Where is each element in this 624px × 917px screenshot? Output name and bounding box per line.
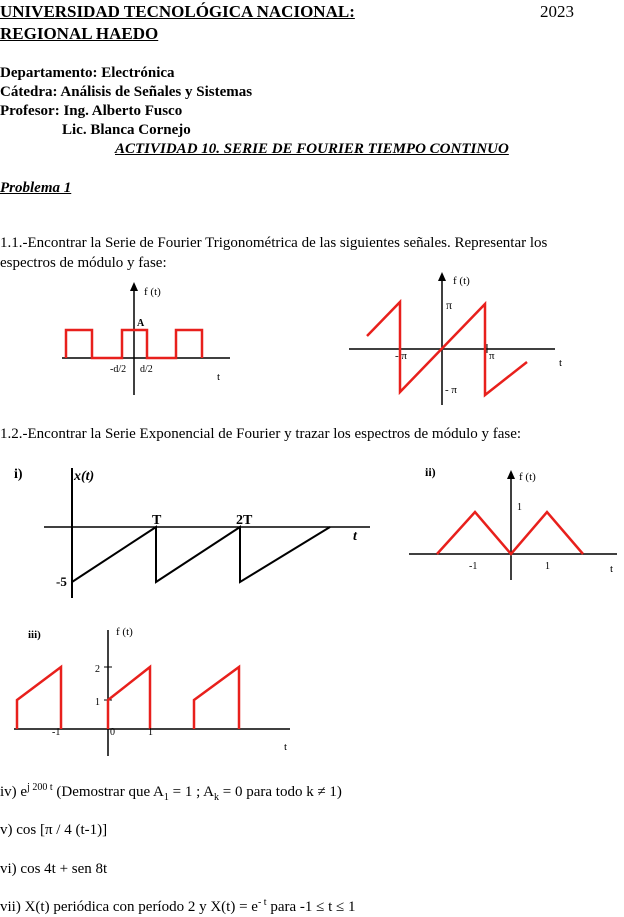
assistant: Lic. Blanca Cornejo xyxy=(62,122,191,138)
saw-pi-top: π xyxy=(446,298,453,312)
fig-ii-y-arrow xyxy=(507,470,515,479)
sawtooth-figure xyxy=(345,270,575,410)
activity-title: ACTIVIDAD 10. SERIE DE FOURIER TIEMPO CONTINUO xyxy=(115,141,509,157)
problem-title: Problema 1 xyxy=(0,180,72,196)
fig-ii-y-label: f (t) xyxy=(519,471,536,483)
pulse-amp-label: A xyxy=(137,318,145,329)
item-iv: iv) $e^{j 200 t}$ (Demostrar que $A_1 = 1$ ; $A_k = 0$ para todo k ≠ 1) xyxy=(0,782,342,803)
fig-i-T: T xyxy=(152,513,162,528)
fig-ii-signal xyxy=(437,512,583,554)
fig-iii-signal xyxy=(17,667,239,729)
pulse-y-label: f (t) xyxy=(144,286,161,298)
fig-i-min: -5 xyxy=(56,574,67,589)
saw-y-label: f (t) xyxy=(453,275,470,287)
fig-iii-x-label: t xyxy=(284,741,288,753)
saw-pi-right: π xyxy=(489,350,495,362)
fig-iii-two: 2 xyxy=(95,664,100,675)
fig-iii-pos: 1 xyxy=(148,727,153,738)
fig-i-x-label: t xyxy=(353,529,357,544)
item-vi: vi) cos 4t + sen 8t xyxy=(0,861,108,877)
fig-iii-one: 1 xyxy=(95,697,100,708)
pulse-tick-neg: -d/2 xyxy=(110,364,127,375)
fig-ii-label: ii) xyxy=(425,465,436,479)
fig-i-signal xyxy=(72,527,330,582)
pulse-x-label: t xyxy=(217,371,221,383)
saw-x-label: t xyxy=(559,357,563,369)
fig-iii-y-label: f (t) xyxy=(116,626,133,638)
fig-i-2T: 2T xyxy=(236,513,253,528)
q11-line2: espectros de módulo y fase: xyxy=(0,255,167,271)
university-title: UNIVERSIDAD TECNOLÓGICA NACIONAL: xyxy=(0,2,355,21)
item-vii: vii) X(t) periódica con período 2 y $X(t) = e^{- t}$ para -1 ≤ t ≤ 1 xyxy=(0,897,356,915)
item-v: v) cos [π / 4 (t-1)] xyxy=(0,822,108,838)
pulse-y-arrow xyxy=(130,282,138,291)
figure-iii xyxy=(14,622,294,757)
year: 2023 xyxy=(540,2,574,21)
fig-iii-neg: -1 xyxy=(52,727,61,738)
professor: Profesor: Ing. Alberto Fusco xyxy=(0,103,183,119)
fig-ii-neg: -1 xyxy=(469,561,478,572)
q12-text: 1.2.-Encontrar la Serie Exponencial de Fourier y trazar los espectros de módulo y fase: xyxy=(0,426,522,442)
chair: Cátedra: Análisis de Señales y Sistemas xyxy=(0,84,253,100)
fig-i-label: i) xyxy=(14,467,23,482)
fig-iii-zero: 0 xyxy=(110,727,115,738)
fig-ii-x-label: t xyxy=(610,563,614,575)
regional-title: REGIONAL HAEDO xyxy=(0,24,159,43)
pulse-train-figure xyxy=(62,280,232,400)
saw-pi-bottom: - π xyxy=(445,384,457,396)
fig-iii-label: iii) xyxy=(28,629,41,641)
department: Departamento: Electrónica xyxy=(0,65,175,81)
figure-i xyxy=(10,460,380,610)
fig-ii-one: 1 xyxy=(517,502,522,513)
q11-line1: 1.1.-Encontrar la Serie de Fourier Trigonométrica de las siguientes señales. Representar los xyxy=(0,235,548,251)
saw-pi-neg: - π xyxy=(395,350,407,362)
pulse-tick-pos: d/2 xyxy=(140,364,153,375)
figure-ii xyxy=(405,462,624,582)
fig-i-y-label: x(t) xyxy=(74,469,95,484)
fig-ii-pos: 1 xyxy=(545,561,550,572)
saw-y-arrow xyxy=(438,272,446,281)
